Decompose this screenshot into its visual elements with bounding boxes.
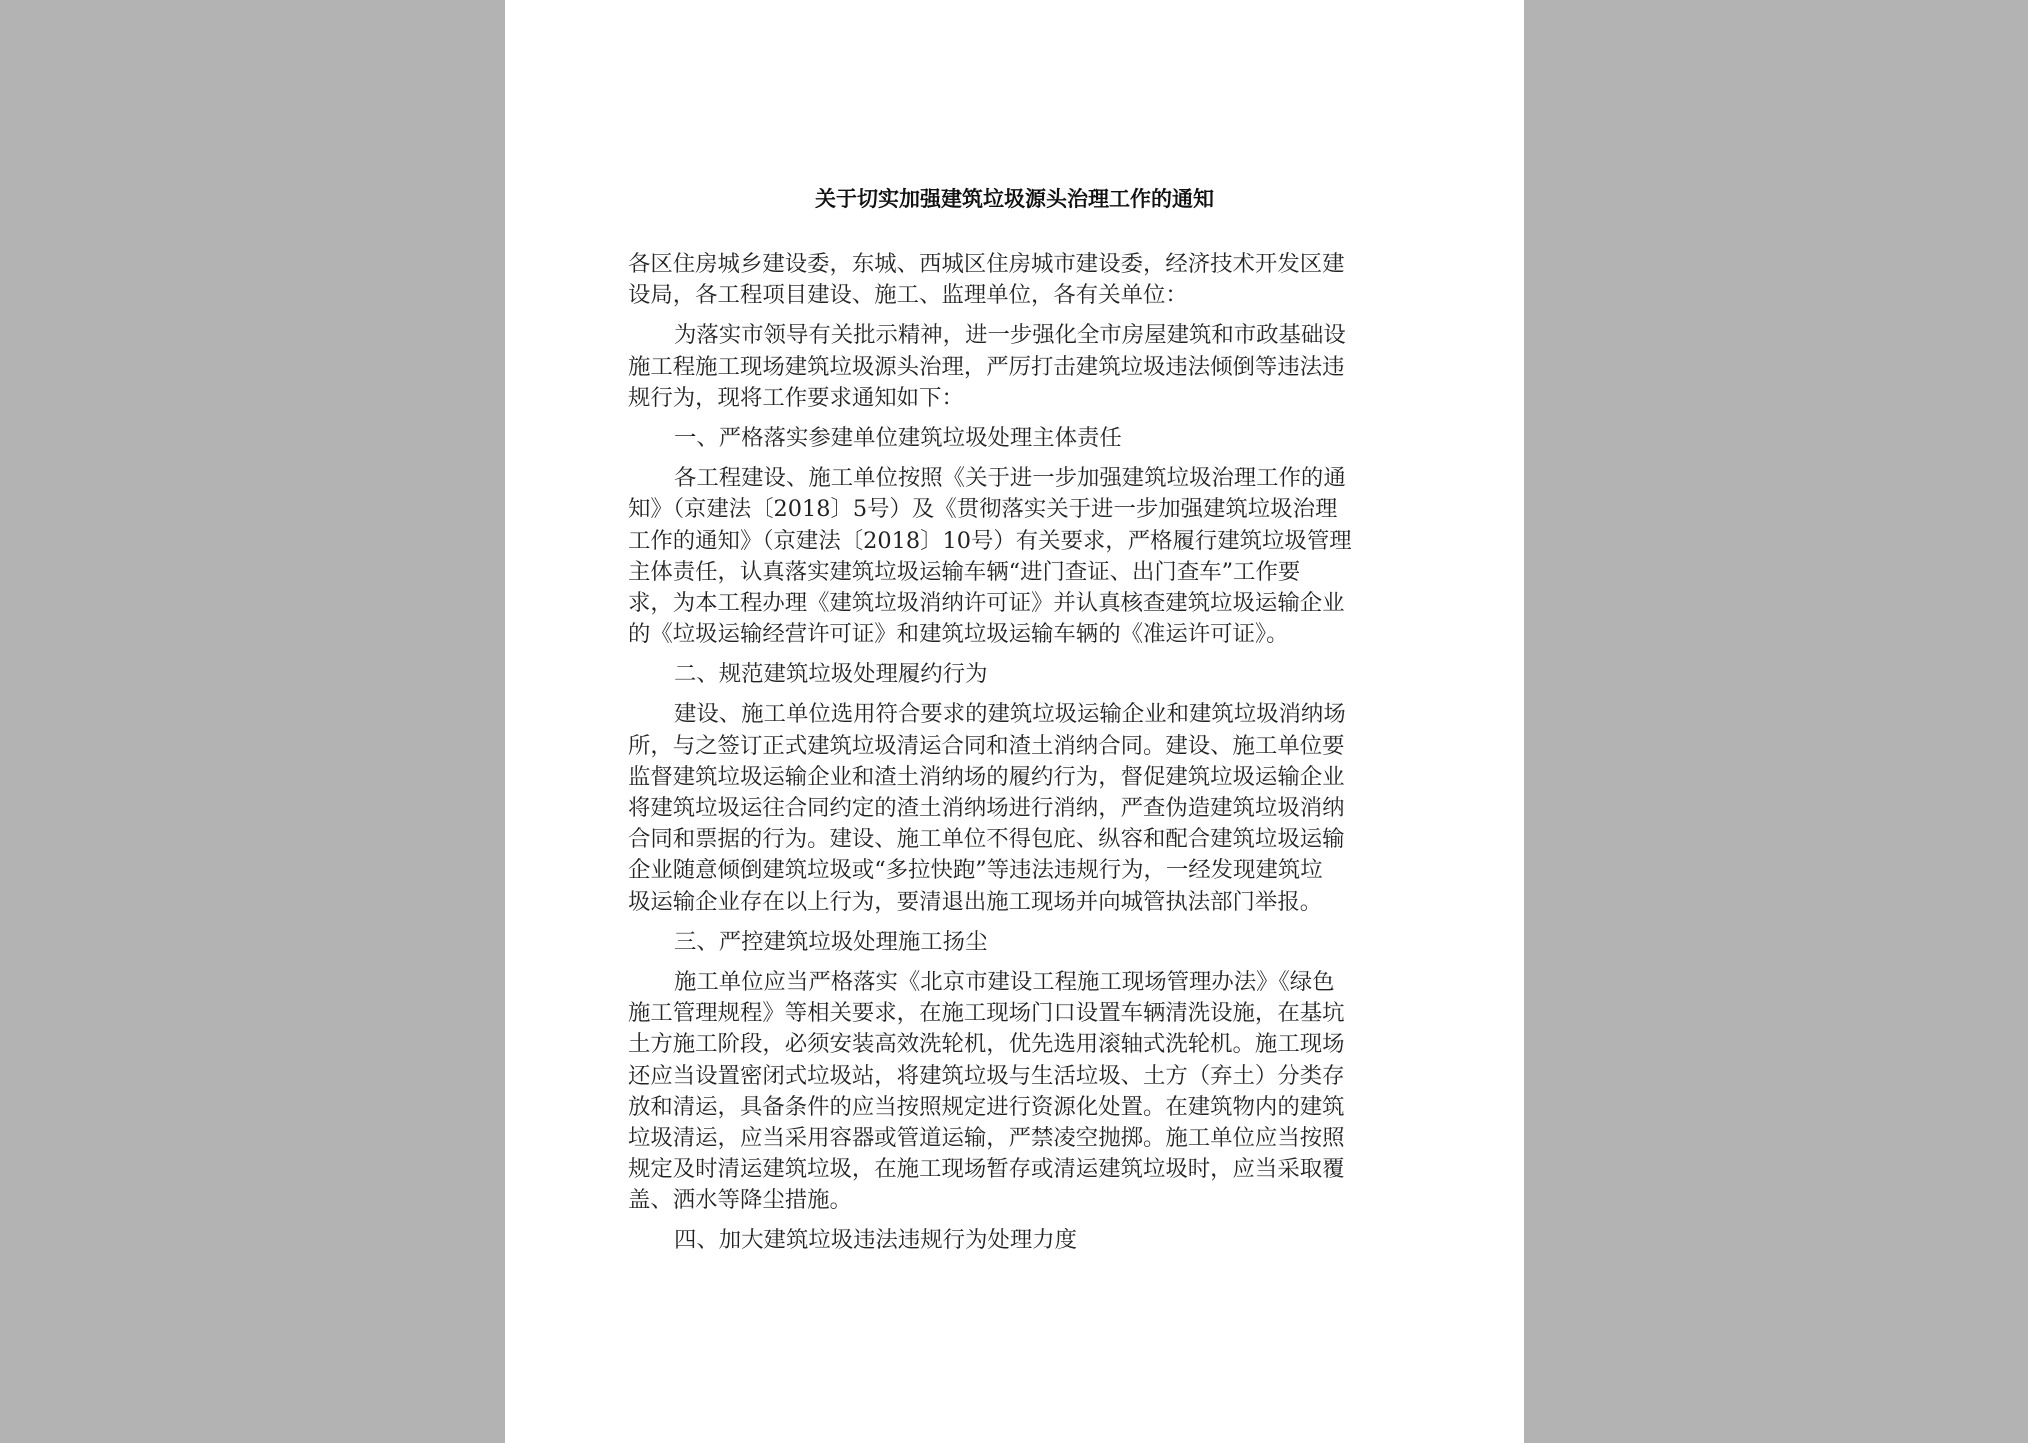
section-heading: 三、严控建筑垃圾处理施工扬尘 [674, 928, 988, 955]
paragraph-line: 施工管理规程》等相关要求，在施工现场门口设置车辆清洗设施，在基坑 [628, 1000, 1345, 1027]
section-heading: 四、加大建筑垃圾违法违规行为处理力度 [674, 1227, 1078, 1254]
paragraph-line: 将建筑垃圾运往合同约定的渣土消纳场进行消纳，严查伪造建筑垃圾消纳 [628, 795, 1345, 821]
paragraph-line: 的《垃圾运输经营许可证》和建筑垃圾运输车辆的《准运许可证》。 [628, 621, 1289, 648]
paragraph-line: 圾运输企业存在以上行为，要清退出施工现场并向城管执法部门举报。 [628, 888, 1323, 915]
paragraph-line: 各工程建设、施工单位按照《关于进一步加强建筑垃圾治理工作的通 [674, 465, 1346, 492]
document-body [628, 249, 1406, 1257]
paragraph-line: 所，与之签订正式建筑垃圾清运合同和渣土消纳合同。建设、施工单位要 [628, 732, 1345, 759]
document-title: 关于切实加强建筑垃圾源头治理工作的通知 [815, 186, 1214, 211]
paragraph-line: 土方施工阶段，必须安装高效洗轮机，优先选用滚轴式洗轮机。施工现场 [628, 1031, 1345, 1058]
addressee-line: 各区住房城乡建设委，东城、西城区住房城市建设委，经济技术开发区建 [628, 251, 1345, 277]
intro-line: 规行为，现将工作要求通知如下： [628, 384, 964, 411]
addressee-line: 设局，各工程项目建设、施工、监理单位，各有关单位： [628, 282, 1188, 309]
paragraph-line: 施工单位应当严格落实《北京市建设工程施工现场管理办法》《绿色 [674, 968, 1335, 995]
paragraph-line: 工作的通知》（京建法〔2018〕10号）有关要求，严格履行建筑垃圾管理 [628, 527, 1352, 554]
paragraph-line: 垃圾清运，应当采用容器或管道运输，严禁凌空抛掷。施工单位应当按照 [628, 1124, 1345, 1151]
paragraph-line: 求，为本工程办理《建筑垃圾消纳许可证》并认真核查建筑垃圾运输企业 [628, 589, 1345, 616]
section-heading: 一、严格落实参建单位建筑垃圾处理主体责任 [674, 424, 1122, 451]
paragraph-line: 主体责任，认真落实建筑垃圾运输车辆“进门查证、出门查车”工作要 [628, 558, 1301, 585]
paragraph-line: 规定及时清运建筑垃圾，在施工现场暂存或清运建筑垃圾时，应当采取覆 [628, 1156, 1345, 1183]
paragraph-line: 监督建筑垃圾运输企业和渣土消纳场的履约行为，督促建筑垃圾运输企业 [628, 763, 1345, 790]
section-heading: 二、规范建筑垃圾处理履约行为 [674, 661, 988, 688]
paragraph-line: 知》（京建法〔2018〕5号）及《贯彻落实关于进一步加强建筑垃圾治理 [628, 496, 1338, 523]
intro-line: 施工程施工现场建筑垃圾源头治理，严厉打击建筑垃圾违法倾倒等违法违 [628, 353, 1345, 380]
paragraph-line: 企业随意倾倒建筑垃圾或“多拉快跑”等违法违规行为，一经发现建筑垃 [628, 857, 1323, 884]
document-page [505, 0, 1524, 1443]
paragraph-line: 还应当设置密闭式垃圾站，将建筑垃圾与生活垃圾、土方（弃土）分类存 [628, 1062, 1345, 1089]
paragraph-line: 放和清运，具备条件的应当按照规定进行资源化处置。在建筑物内的建筑 [628, 1093, 1345, 1120]
intro-line: 为落实市领导有关批示精神，进一步强化全市房屋建筑和市政基础设 [674, 322, 1346, 349]
paragraph-line: 合同和票据的行为。建设、施工单位不得包庇、纵容和配合建筑垃圾运输 [628, 826, 1345, 853]
paragraph-line: 盖、洒水等降尘措施。 [628, 1187, 852, 1214]
paragraph-line: 建设、施工单位选用符合要求的建筑垃圾运输企业和建筑垃圾消纳场 [674, 701, 1346, 728]
